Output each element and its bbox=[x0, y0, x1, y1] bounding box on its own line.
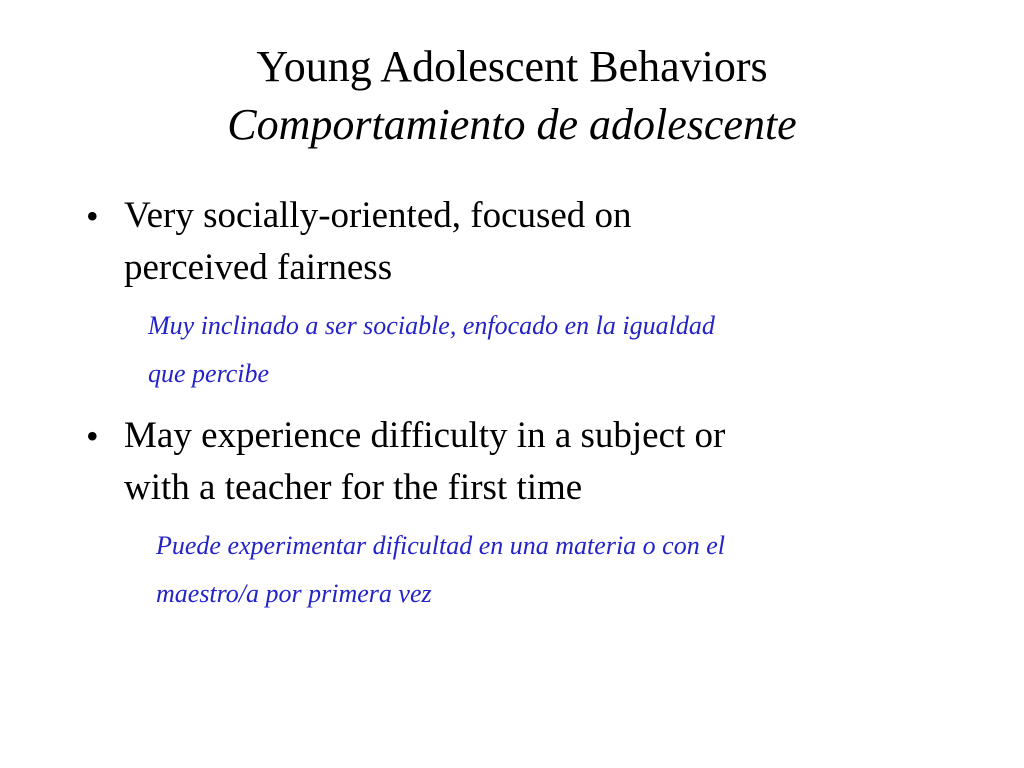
bullet-text-line: May experience difficulty in a subject or bbox=[124, 415, 726, 456]
bullet-marker: • bbox=[86, 416, 99, 456]
bullet-marker: • bbox=[86, 196, 99, 236]
slide-subtitle: Comportamiento de adolescente bbox=[227, 100, 797, 149]
bullet-translation bbox=[156, 522, 976, 618]
translation-line: Muy inclinado a ser sociable, enfocado en la igualdad bbox=[148, 311, 715, 340]
bullet-text bbox=[124, 410, 904, 514]
bullet-text-line: Very socially-oriented, focused on bbox=[124, 195, 632, 236]
slide-title: Young Adolescent Behaviors bbox=[256, 42, 768, 91]
bullet-text bbox=[124, 190, 904, 294]
bullet-translation bbox=[148, 302, 968, 398]
slide-title-block bbox=[0, 38, 1024, 154]
bullet-text-line: with a teacher for the first time bbox=[124, 467, 583, 508]
translation-line: maestro/a por primera vez bbox=[156, 579, 432, 608]
bullet-text-line: perceived fairness bbox=[124, 247, 393, 288]
translation-line: Puede experimentar dificultad en una materia o con el bbox=[156, 531, 725, 560]
translation-line: que percibe bbox=[148, 359, 270, 388]
